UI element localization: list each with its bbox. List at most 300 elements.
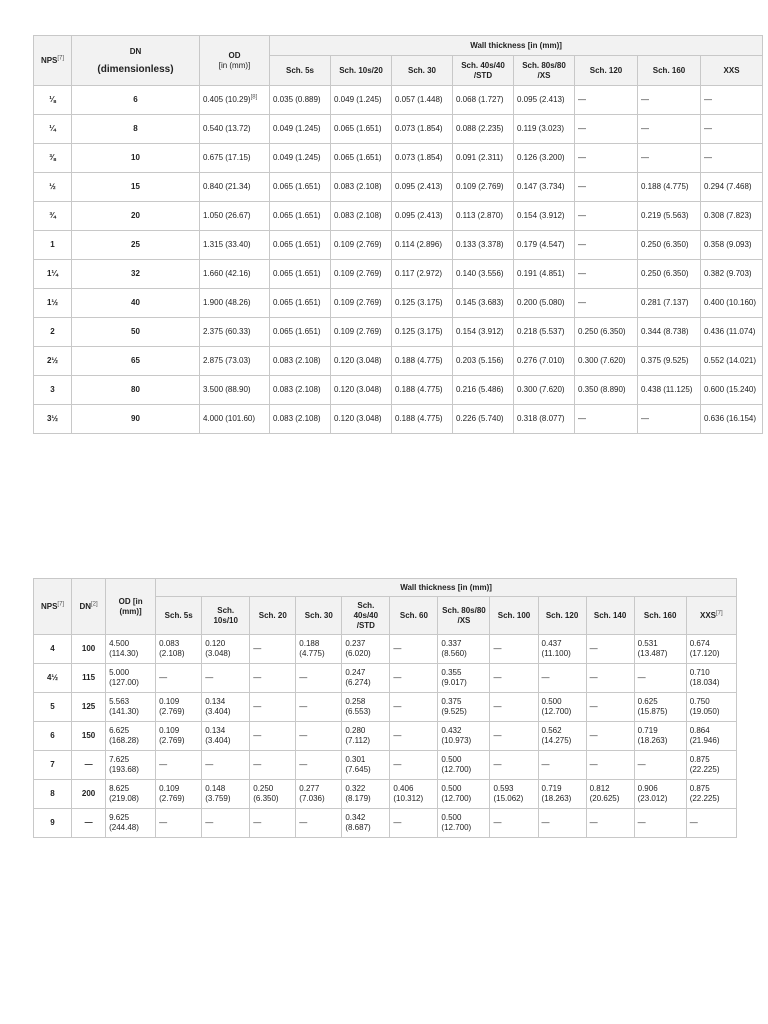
schedule-header: [342, 597, 390, 635]
od-value: 1.050 (26.67): [203, 211, 251, 220]
od-value: 1.900 (48.26): [203, 298, 251, 307]
od-value: 2.875 (73.03): [203, 356, 251, 365]
schedule-label: Sch. 40s/40 /STD: [461, 60, 505, 80]
wall-thickness-cell: 0.148 (3.759): [202, 780, 250, 809]
schedule-header: [390, 597, 438, 635]
wall-thickness-cell: 0.294 (7.468): [701, 173, 763, 202]
wall-thickness-cell: —: [250, 809, 296, 838]
wall-thickness-cell: —: [538, 664, 586, 693]
wall-thickness-cell: 0.073 (1.854): [392, 144, 453, 173]
pipe-schedule-table-small: [33, 35, 763, 434]
od-value: 9.625 (244.48): [109, 813, 139, 832]
ref-note: [7]: [716, 609, 723, 616]
schedule-header: [296, 597, 342, 635]
wall-thickness-cell: 0.674 (17.120): [686, 635, 736, 664]
wall-thickness-cell: 0.355 (9.017): [438, 664, 490, 693]
table-row: [34, 231, 763, 260]
table-row: [34, 260, 763, 289]
dn-cell: 100: [72, 635, 106, 664]
schedule-header: [438, 597, 490, 635]
wall-thickness-cell: 0.358 (9.093): [701, 231, 763, 260]
wall-thickness-cell: 0.091 (2.311): [453, 144, 514, 173]
table-row: [34, 347, 763, 376]
ref-note: [8]: [250, 94, 258, 101]
schedule-header: [634, 597, 686, 635]
wall-thickness-cell: —: [586, 722, 634, 751]
wall-thickness-cell: 0.188 (4.775): [392, 376, 453, 405]
od-value: 7.625 (193.68): [109, 755, 139, 774]
wall-thickness-cell: 0.095 (2.413): [514, 86, 575, 115]
wall-thickness-cell: 0.237 (6.020): [342, 635, 390, 664]
wall-thickness-cell: 0.147 (3.734): [514, 173, 575, 202]
wall-thickness-cell: 0.065 (1.651): [331, 144, 392, 173]
schedule-header: [586, 597, 634, 635]
wall-thickness-cell: 0.083 (2.108): [270, 405, 331, 434]
wall-thickness-cell: 0.344 (8.738): [638, 318, 701, 347]
od-cell: [200, 173, 270, 202]
schedule-header: [250, 597, 296, 635]
wall-thickness-cell: 0.035 (0.889): [270, 86, 331, 115]
wall-thickness-cell: 0.300 (7.620): [575, 347, 638, 376]
wall-thickness-cell: 0.500 (12.700): [438, 809, 490, 838]
dn-cell: 90: [72, 405, 200, 434]
schedule-header: [686, 597, 736, 635]
schedule-header: [156, 597, 202, 635]
nps-cell: 5: [34, 693, 72, 722]
od-cell: [200, 231, 270, 260]
nps-cell: 6: [34, 722, 72, 751]
table-row: [34, 693, 737, 722]
wall-thickness-cell: 0.750 (19.050): [686, 693, 736, 722]
od-value: 5.000 (127.00): [109, 668, 139, 687]
wall-thickness-cell: 0.073 (1.854): [392, 115, 453, 144]
wall-thickness-cell: 0.188 (4.775): [296, 635, 342, 664]
wall-thickness-cell: 0.154 (3.912): [453, 318, 514, 347]
od-cell: [106, 809, 156, 838]
dn-cell: 40: [72, 289, 200, 318]
wall-thickness-cell: 0.191 (4.851): [514, 260, 575, 289]
wall-thickness-cell: 0.114 (2.896): [392, 231, 453, 260]
wall-thickness-cell: 0.382 (9.703): [701, 260, 763, 289]
wall-thickness-cell: 0.188 (4.775): [392, 405, 453, 434]
schedule-label: Sch. 60: [399, 610, 428, 620]
schedule-label: Sch. 10s/10: [213, 605, 238, 625]
schedule-label: Sch. 5s: [285, 65, 314, 75]
wall-thickness-cell: 0.280 (7.112): [342, 722, 390, 751]
dn-cell: 65: [72, 347, 200, 376]
wall-thickness-cell: 0.812 (20.625): [586, 780, 634, 809]
od-cell: [106, 693, 156, 722]
schedule-label: Sch. 140: [593, 610, 627, 620]
od-cell: [200, 405, 270, 434]
schedule-header: [514, 56, 575, 86]
dn-cell: 25: [72, 231, 200, 260]
schedule-label: Sch. 120: [589, 65, 623, 75]
schedule-label: Sch. 20: [258, 610, 287, 620]
wall-thickness-cell: 0.109 (2.769): [156, 780, 202, 809]
wall-thickness-cell: —: [538, 751, 586, 780]
dn-cell: 150: [72, 722, 106, 751]
nps-cell: 4: [34, 635, 72, 664]
od-value: 3.500 (88.90): [203, 385, 251, 394]
wall-thickness-cell: 0.226 (5.740): [453, 405, 514, 434]
wall-thickness-cell: 0.300 (7.620): [514, 376, 575, 405]
wall-thickness-cell: 0.120 (3.048): [331, 347, 392, 376]
wall-thickness-cell: 0.083 (2.108): [270, 376, 331, 405]
dn-cell: 80: [72, 376, 200, 405]
wall-thickness-cell: —: [390, 722, 438, 751]
wall-thickness-cell: 0.109 (2.769): [331, 318, 392, 347]
nps-cell: 4½: [34, 664, 72, 693]
dn-cell: 15: [72, 173, 200, 202]
od-value: 1.315 (33.40): [203, 240, 251, 249]
wall-thickness-cell: 0.308 (7.823): [701, 202, 763, 231]
wall-thickness-cell: —: [586, 751, 634, 780]
wall-thickness-cell: 0.049 (1.245): [270, 144, 331, 173]
nps-cell: ¾: [34, 202, 72, 231]
wall-thickness-cell: 0.864 (21.946): [686, 722, 736, 751]
wall-thickness-cell: 0.277 (7.036): [296, 780, 342, 809]
table-row: [34, 635, 737, 664]
wall-thickness-cell: 0.095 (2.413): [392, 173, 453, 202]
nps-header: NPS[7]: [34, 579, 72, 635]
wall-thickness-cell: —: [586, 635, 634, 664]
wall-thickness-cell: 0.065 (1.651): [270, 173, 331, 202]
wall-thickness-cell: 0.065 (1.651): [270, 318, 331, 347]
od-value: 6.625 (168.28): [109, 726, 139, 745]
wall-thickness-cell: —: [638, 144, 701, 173]
wall-thickness-cell: 0.719 (18.263): [538, 780, 586, 809]
schedule-header: [538, 597, 586, 635]
wall-thickness-cell: 0.119 (3.023): [514, 115, 575, 144]
dn-cell: 10: [72, 144, 200, 173]
wall-thickness-cell: —: [390, 664, 438, 693]
wall-thickness-cell: 0.562 (14.275): [538, 722, 586, 751]
wall-thickness-cell: —: [638, 86, 701, 115]
wall-thickness-cell: —: [586, 664, 634, 693]
wall-thickness-cell: 0.337 (8.560): [438, 635, 490, 664]
wall-thickness-cell: —: [575, 260, 638, 289]
od-cell: [200, 115, 270, 144]
od-value: 1.660 (42.16): [203, 269, 251, 278]
wall-thickness-cell: —: [634, 751, 686, 780]
wall-thickness-cell: 0.140 (3.556): [453, 260, 514, 289]
wall-thickness-cell: —: [250, 693, 296, 722]
wall-thickness-cell: —: [701, 144, 763, 173]
table-row: [34, 664, 737, 693]
wall-thickness-cell: 0.203 (5.156): [453, 347, 514, 376]
wall-thickness-cell: —: [490, 751, 538, 780]
wall-thickness-cell: —: [202, 809, 250, 838]
table-row: [34, 202, 763, 231]
wall-thickness-cell: 0.145 (3.683): [453, 289, 514, 318]
wall-thickness-cell: 0.120 (3.048): [202, 635, 250, 664]
wall-thickness-cell: 0.250 (6.350): [575, 318, 638, 347]
wall-thickness-cell: 0.200 (5.080): [514, 289, 575, 318]
od-cell: [106, 635, 156, 664]
table-row: [34, 318, 763, 347]
wall-thickness-cell: 0.083 (2.108): [331, 202, 392, 231]
table-row: [34, 780, 737, 809]
wall-thickness-cell: —: [701, 115, 763, 144]
wall-thickness-cell: 0.134 (3.404): [202, 722, 250, 751]
schedule-label: XXS: [723, 65, 740, 75]
wall-thickness-cell: 0.109 (2.769): [331, 231, 392, 260]
wall-thickness-cell: 0.095 (2.413): [392, 202, 453, 231]
od-value: 0.675 (17.15): [203, 153, 251, 162]
wall-thickness-cell: 0.625 (15.875): [634, 693, 686, 722]
dn-cell: 8: [72, 115, 200, 144]
wall-thickness-cell: —: [390, 809, 438, 838]
wall-thickness-cell: 0.438 (11.125): [638, 376, 701, 405]
od-cell: [200, 318, 270, 347]
schedule-header: [453, 56, 514, 86]
schedule-label: Sch. 10s/20: [339, 65, 383, 75]
wall-thickness-cell: 0.083 (2.108): [270, 347, 331, 376]
od-cell: [200, 289, 270, 318]
wall-thickness-cell: —: [390, 635, 438, 664]
schedule-label: Sch. 120: [545, 610, 579, 620]
wall-thickness-cell: —: [390, 693, 438, 722]
dn-cell: 200: [72, 780, 106, 809]
table-row: [34, 809, 737, 838]
wall-thickness-cell: —: [250, 722, 296, 751]
wall-thickness-cell: 0.083 (2.108): [331, 173, 392, 202]
wall-thickness-cell: 0.875 (22.225): [686, 780, 736, 809]
wall-thickness-cell: —: [575, 405, 638, 434]
wall-thickness-cell: 0.258 (6.553): [342, 693, 390, 722]
wall-thickness-cell: 0.154 (3.912): [514, 202, 575, 231]
wall-thickness-cell: 0.133 (3.378): [453, 231, 514, 260]
wall-thickness-cell: —: [156, 751, 202, 780]
wall-thickness-cell: 0.436 (11.074): [701, 318, 763, 347]
wall-thickness-cell: 0.318 (8.077): [514, 405, 575, 434]
wall-thickness-cell: —: [575, 86, 638, 115]
nps-cell: ¼: [34, 115, 72, 144]
wall-thickness-cell: —: [296, 664, 342, 693]
wall-thickness-cell: 0.179 (4.547): [514, 231, 575, 260]
wall-thickness-cell: 0.109 (2.769): [156, 722, 202, 751]
od-value: 4.000 (101.60): [203, 414, 256, 423]
wall-thickness-cell: 0.109 (2.769): [156, 693, 202, 722]
wall-thickness-cell: 0.400 (10.160): [701, 289, 763, 318]
nps-cell: ⅜: [34, 144, 72, 173]
wall-thickness-header: Wall thickness [in (mm)]: [156, 579, 737, 597]
wall-thickness-cell: 0.109 (2.769): [331, 260, 392, 289]
table-row: [34, 376, 763, 405]
wall-thickness-cell: 0.120 (3.048): [331, 405, 392, 434]
od-value: 0.405 (10.29): [203, 95, 251, 104]
wall-thickness-cell: 0.068 (1.727): [453, 86, 514, 115]
wall-thickness-cell: 0.065 (1.651): [270, 260, 331, 289]
od-cell: [106, 664, 156, 693]
nps-cell: 2: [34, 318, 72, 347]
od-cell: [200, 376, 270, 405]
od-value: 0.840 (21.34): [203, 182, 251, 191]
dn-cell: 125: [72, 693, 106, 722]
wall-thickness-cell: 0.301 (7.645): [342, 751, 390, 780]
wall-thickness-cell: —: [156, 664, 202, 693]
wall-thickness-cell: —: [296, 693, 342, 722]
wall-thickness-cell: —: [538, 809, 586, 838]
wall-thickness-cell: 0.437 (11.100): [538, 635, 586, 664]
wall-thickness-cell: 0.065 (1.651): [270, 289, 331, 318]
wall-thickness-cell: 0.219 (5.563): [638, 202, 701, 231]
schedule-header: [392, 56, 453, 86]
nps-cell: 7: [34, 751, 72, 780]
od-cell: [106, 780, 156, 809]
wall-thickness-cell: 0.375 (9.525): [638, 347, 701, 376]
wall-thickness-cell: 0.125 (3.175): [392, 289, 453, 318]
od-value: 8.625 (219.08): [109, 784, 139, 803]
wall-thickness-cell: —: [490, 635, 538, 664]
dn-cell: 115: [72, 664, 106, 693]
od-value: 2.375 (60.33): [203, 327, 251, 336]
wall-thickness-cell: —: [575, 115, 638, 144]
wall-thickness-cell: 0.113 (2.870): [453, 202, 514, 231]
wall-thickness-cell: —: [202, 664, 250, 693]
nps-cell: 8: [34, 780, 72, 809]
schedule-label: Sch. 80s/80 /XS: [522, 60, 566, 80]
nps-cell: ⅛: [34, 86, 72, 115]
od-cell: [200, 202, 270, 231]
wall-thickness-cell: 0.065 (1.651): [331, 115, 392, 144]
dn-header: DN (dimensionless): [72, 36, 200, 86]
schedule-label: Sch. 5s: [164, 610, 193, 620]
wall-thickness-cell: 0.250 (6.350): [638, 260, 701, 289]
wall-thickness-cell: —: [250, 635, 296, 664]
od-cell: [200, 144, 270, 173]
wall-thickness-cell: —: [638, 405, 701, 434]
schedule-header: [701, 56, 763, 86]
wall-thickness-cell: 0.109 (2.769): [331, 289, 392, 318]
dn-cell: 50: [72, 318, 200, 347]
schedule-header: [331, 56, 392, 86]
wall-thickness-cell: 0.216 (5.486): [453, 376, 514, 405]
wall-thickness-cell: —: [390, 751, 438, 780]
wall-thickness-cell: 0.875 (22.225): [686, 751, 736, 780]
wall-thickness-cell: —: [490, 693, 538, 722]
wall-thickness-cell: 0.057 (1.448): [392, 86, 453, 115]
dn-cell: —: [72, 809, 106, 838]
od-header: OD [in (mm)]: [106, 579, 156, 635]
wall-thickness-cell: —: [634, 809, 686, 838]
wall-thickness-cell: —: [638, 115, 701, 144]
wall-thickness-cell: 0.134 (3.404): [202, 693, 250, 722]
wall-thickness-cell: —: [490, 664, 538, 693]
schedule-label: Sch. 160: [643, 610, 677, 620]
wall-thickness-cell: 0.432 (10.973): [438, 722, 490, 751]
schedule-label: Sch. 80s/80 /XS: [442, 605, 486, 625]
nps-cell: 2½: [34, 347, 72, 376]
wall-thickness-cell: 0.500 (12.700): [438, 780, 490, 809]
table-row: [34, 115, 763, 144]
wall-thickness-cell: 0.276 (7.010): [514, 347, 575, 376]
wall-thickness-cell: 0.322 (8.179): [342, 780, 390, 809]
wall-thickness-cell: 0.083 (2.108): [156, 635, 202, 664]
wall-thickness-cell: 0.125 (3.175): [392, 318, 453, 347]
wall-thickness-cell: —: [296, 722, 342, 751]
wall-thickness-cell: 0.120 (3.048): [331, 376, 392, 405]
wall-thickness-cell: 0.247 (6.274): [342, 664, 390, 693]
schedule-label: Sch. 30: [407, 65, 436, 75]
schedule-label: Sch. 160: [652, 65, 686, 75]
dn-cell: —: [72, 751, 106, 780]
wall-thickness-cell: 0.065 (1.651): [270, 202, 331, 231]
wall-thickness-header: Wall thickness [in (mm)]: [270, 36, 763, 56]
dn-cell: 20: [72, 202, 200, 231]
table-row: [34, 144, 763, 173]
od-cell: [106, 722, 156, 751]
wall-thickness-cell: 0.500 (12.700): [538, 693, 586, 722]
nps-cell: 1¼: [34, 260, 72, 289]
wall-thickness-cell: —: [701, 86, 763, 115]
wall-thickness-cell: 0.600 (15.240): [701, 376, 763, 405]
dn-cell: 32: [72, 260, 200, 289]
table-row: [34, 173, 763, 202]
wall-thickness-cell: —: [202, 751, 250, 780]
od-value: 5.563 (141.30): [109, 697, 139, 716]
wall-thickness-cell: —: [575, 231, 638, 260]
wall-thickness-cell: 0.531 (13.487): [634, 635, 686, 664]
dn-header: DN[2]: [72, 579, 106, 635]
wall-thickness-cell: 0.375 (9.525): [438, 693, 490, 722]
nps-cell: 9: [34, 809, 72, 838]
wall-thickness-cell: 0.109 (2.769): [453, 173, 514, 202]
wall-thickness-cell: 0.218 (5.537): [514, 318, 575, 347]
nps-cell: ½: [34, 173, 72, 202]
wall-thickness-cell: —: [156, 809, 202, 838]
wall-thickness-cell: —: [490, 809, 538, 838]
pipe-schedule-table-large: [33, 578, 737, 838]
wall-thickness-cell: —: [490, 722, 538, 751]
wall-thickness-cell: 0.719 (18.263): [634, 722, 686, 751]
schedule-label: Sch. 40s/40 /STD: [353, 600, 379, 630]
wall-thickness-cell: —: [250, 664, 296, 693]
nps-cell: 1: [34, 231, 72, 260]
table-row: [34, 722, 737, 751]
wall-thickness-cell: —: [296, 751, 342, 780]
schedule-label: XXS: [700, 610, 717, 620]
wall-thickness-cell: —: [686, 809, 736, 838]
wall-thickness-cell: 0.342 (8.687): [342, 809, 390, 838]
od-header: OD [in (mm)]: [200, 36, 270, 86]
wall-thickness-cell: —: [575, 202, 638, 231]
wall-thickness-cell: —: [575, 144, 638, 173]
wall-thickness-cell: 0.250 (6.350): [250, 780, 296, 809]
wall-thickness-cell: 0.126 (3.200): [514, 144, 575, 173]
od-cell: [200, 86, 270, 115]
wall-thickness-cell: —: [575, 173, 638, 202]
od-value: 4.500 (114.30): [109, 639, 139, 658]
wall-thickness-cell: 0.593 (15.062): [490, 780, 538, 809]
wall-thickness-cell: 0.117 (2.972): [392, 260, 453, 289]
wall-thickness-cell: 0.088 (2.235): [453, 115, 514, 144]
wall-thickness-cell: 0.188 (4.775): [638, 173, 701, 202]
wall-thickness-cell: 0.500 (12.700): [438, 751, 490, 780]
table-row: [34, 289, 763, 318]
wall-thickness-cell: —: [634, 664, 686, 693]
wall-thickness-cell: 0.552 (14.021): [701, 347, 763, 376]
schedule-header: [638, 56, 701, 86]
schedule-header: [202, 597, 250, 635]
wall-thickness-cell: —: [250, 751, 296, 780]
schedule-label: Sch. 30: [304, 610, 333, 620]
table-row: [34, 751, 737, 780]
dn-cell: 6: [72, 86, 200, 115]
od-cell: [200, 260, 270, 289]
wall-thickness-cell: 0.250 (6.350): [638, 231, 701, 260]
